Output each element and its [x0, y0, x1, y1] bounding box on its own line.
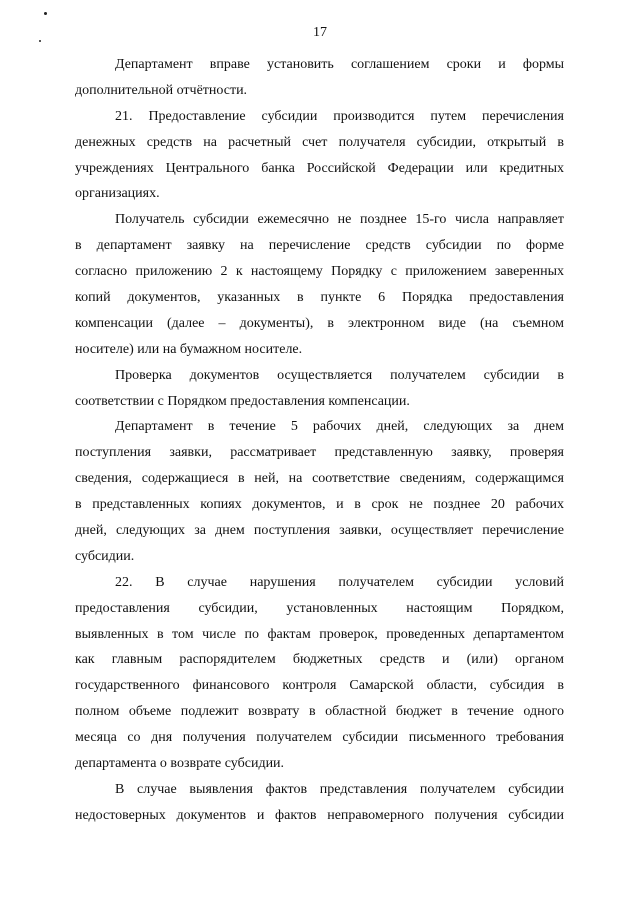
scan-speck — [44, 12, 47, 15]
paragraph — [75, 570, 564, 777]
paragraph — [75, 207, 564, 362]
text-line: дополнительной отчётности. — [75, 82, 248, 98]
text-line: выявленных в том числе по фактам проверок, проведенных департаментом — [75, 626, 564, 642]
text-line: месяца со дня получения получателем субсидии письменного требования — [75, 730, 564, 746]
text-line: сведения, содержащиеся в ней, на соответствие сведениям, содержащимся — [75, 471, 564, 487]
text-line: согласно приложению 2 к настоящему Порядку с приложением заверенных — [75, 264, 564, 280]
text-line: денежных средств на расчетный счет получателя субсидии, открытый в — [75, 134, 564, 150]
text-line: В случае выявления фактов представления получателем субсидии — [115, 781, 564, 797]
text-line: организациях. — [75, 186, 160, 202]
text-line: Департамент вправе установить соглашением сроки и формы — [115, 57, 564, 72]
text-line: недостоверных документов и фактов неправомерного получения субсидии — [75, 807, 564, 823]
text-line: поступления заявки, рассматривает представленную заявку, проверяя — [75, 445, 564, 461]
document-body — [75, 52, 564, 829]
text-line: как главным распорядителем бюджетных средств и (или) органом — [75, 652, 564, 668]
text-line: дней, следующих за днем поступления заявки, осуществляет перечисление — [75, 523, 564, 539]
text-line: 21. Предоставление субсидии производится путем перечисления — [115, 108, 564, 124]
text-line: в департамент заявку на перечисление средств субсидии по форме — [75, 238, 564, 254]
page-number: 17 — [313, 25, 327, 40]
paragraph — [75, 777, 564, 829]
text-line: копий документов, указанных в пункте 6 Порядка предоставления — [75, 290, 564, 306]
paragraph — [75, 363, 564, 415]
text-line: субсидии. — [75, 548, 135, 564]
paragraph — [75, 104, 564, 208]
text-line: Проверка документов осуществляется получателем субсидии в — [115, 367, 564, 383]
paragraph — [75, 414, 564, 569]
text-line: предоставления субсидии, установленных настоящим Порядком, — [75, 600, 564, 616]
text-line: государственного финансового контроля Самарской области, субсидия в — [75, 678, 564, 694]
text-line: компенсации (далее – документы), в электронном виде (на съемном — [75, 315, 564, 331]
paragraph — [75, 52, 564, 104]
text-line: в представленных копиях документов, и в срок не позднее 20 рабочих — [75, 497, 564, 513]
text-line: учреждениях Центрального банка Российской Федерации или кредитных — [75, 160, 564, 176]
text-line: соответствии с Порядком предоставления компенсации. — [75, 393, 410, 409]
text-line: Департамент в течение 5 рабочих дней, следующих за днем — [115, 419, 564, 435]
text-line: департамента о возврате субсидии. — [75, 756, 285, 772]
text-line: Получатель субсидии ежемесячно не позднее 15-го числа направляет — [115, 212, 564, 228]
text-line: 22. В случае нарушения получателем субсидии условий — [115, 574, 564, 590]
text-line: полном объеме подлежит возврату в областной бюджет в течение одного — [75, 704, 564, 720]
text-line: носителе) или на бумажном носителе. — [75, 341, 303, 357]
